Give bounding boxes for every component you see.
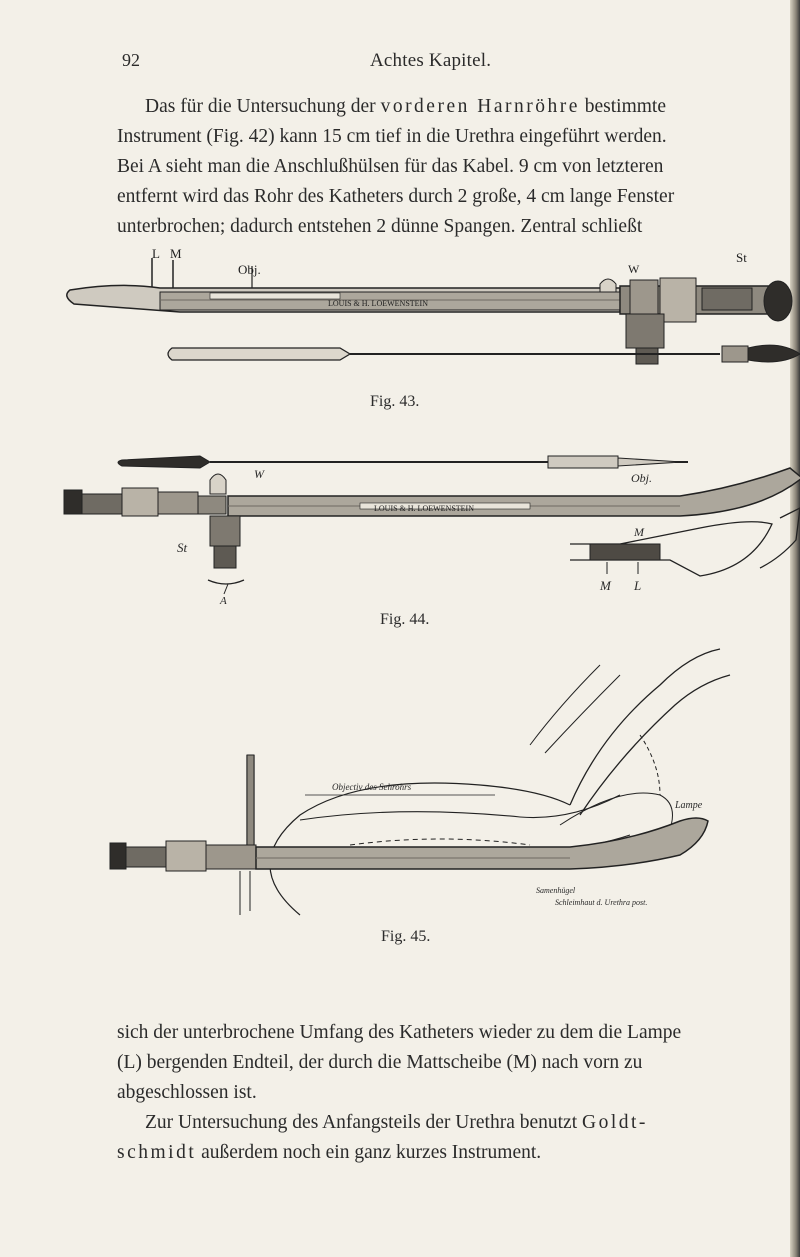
label-M-top: M <box>634 525 644 539</box>
paragraph-1 <box>117 92 757 242</box>
paragraph-2 <box>117 1018 757 1168</box>
paragraph-2-line-1: sich der unterbrochene Umfang des Katheters wieder zu dem die Lampe <box>117 1022 682 1043</box>
label-A: A <box>220 595 227 607</box>
label-M-bottom: M <box>600 578 611 593</box>
label-M: M <box>170 246 182 261</box>
page-edge-shadow <box>790 0 800 1257</box>
paragraph-1-line-4: entfernt wird das Rohr des Katheters durch 2 große, 4 cm lange Fenster <box>117 186 675 207</box>
label-obj: Obj. <box>238 262 261 277</box>
paragraph-1-line-1 <box>117 92 757 122</box>
label-lamp: Lampe <box>675 800 703 811</box>
label-L: L <box>634 578 642 593</box>
paragraph-1-line-2: Instrument (Fig. 42) kann 15 cm tief in die Urethra eingeführt werden. <box>117 126 667 147</box>
text-run: Das für die Untersuchung der <box>145 96 381 117</box>
paragraph-3-line-1 <box>117 1108 757 1138</box>
paragraph-1-line-5: unterbrochen; dadurch entstehen 2 dünne Spangen. Zentral schließt <box>117 216 643 237</box>
running-title: Achtes Kapitel. <box>370 50 492 71</box>
label-St: St <box>736 250 747 265</box>
label-W: W <box>628 262 640 276</box>
figure-43-caption: Fig. 43. <box>370 393 420 410</box>
figure-44-cystoscope-drawing <box>60 448 800 608</box>
label-objective: Objectiv des Sehrohrs <box>332 782 412 792</box>
spaced-emphasis: vorderen Harnröhre <box>380 96 580 117</box>
figure-45-caption: Fig. 45. <box>381 928 431 945</box>
paragraph-2-line-3: abgeschlossen ist. <box>117 1082 257 1103</box>
page-number: 92 <box>122 50 140 70</box>
spaced-emphasis: schmidt <box>117 1142 197 1163</box>
label-obj: Obj. <box>631 471 652 485</box>
text-run: außerdem noch ein ganz kurzes Instrument. <box>196 1142 542 1163</box>
engraving-text: LOUIS & H. LOEWENSTEIN <box>328 299 428 308</box>
figure-43-cystoscope-drawing <box>60 248 800 388</box>
figure-44-caption: Fig. 44. <box>380 611 430 628</box>
engraving-text: LOUIS & H. LOEWENSTEIN <box>374 504 474 513</box>
label-urethra: Schleimhaut d. Urethra post. <box>555 898 648 907</box>
paragraph-1-line-3: Bei A sieht man die Anschlußhülsen für das Kabel. 9 cm von letzteren <box>117 156 664 177</box>
text-run: Zur Untersuchung des Anfangsteils der Urethra benutzt <box>145 1112 582 1133</box>
spaced-emphasis: Goldt- <box>582 1112 648 1133</box>
paragraph-3-line-2 <box>117 1138 757 1168</box>
text-run: bestimmte <box>579 96 666 117</box>
label-W: W <box>254 467 264 481</box>
paragraph-2-line-2: (L) bergenden Endteil, der durch die Mattscheibe (M) nach vorn zu <box>117 1052 643 1073</box>
figure-45-urethra-section-drawing <box>100 645 740 925</box>
label-seminal: Samenhügel <box>536 886 576 895</box>
label-St: St <box>177 540 188 555</box>
label-L: L <box>152 246 160 261</box>
